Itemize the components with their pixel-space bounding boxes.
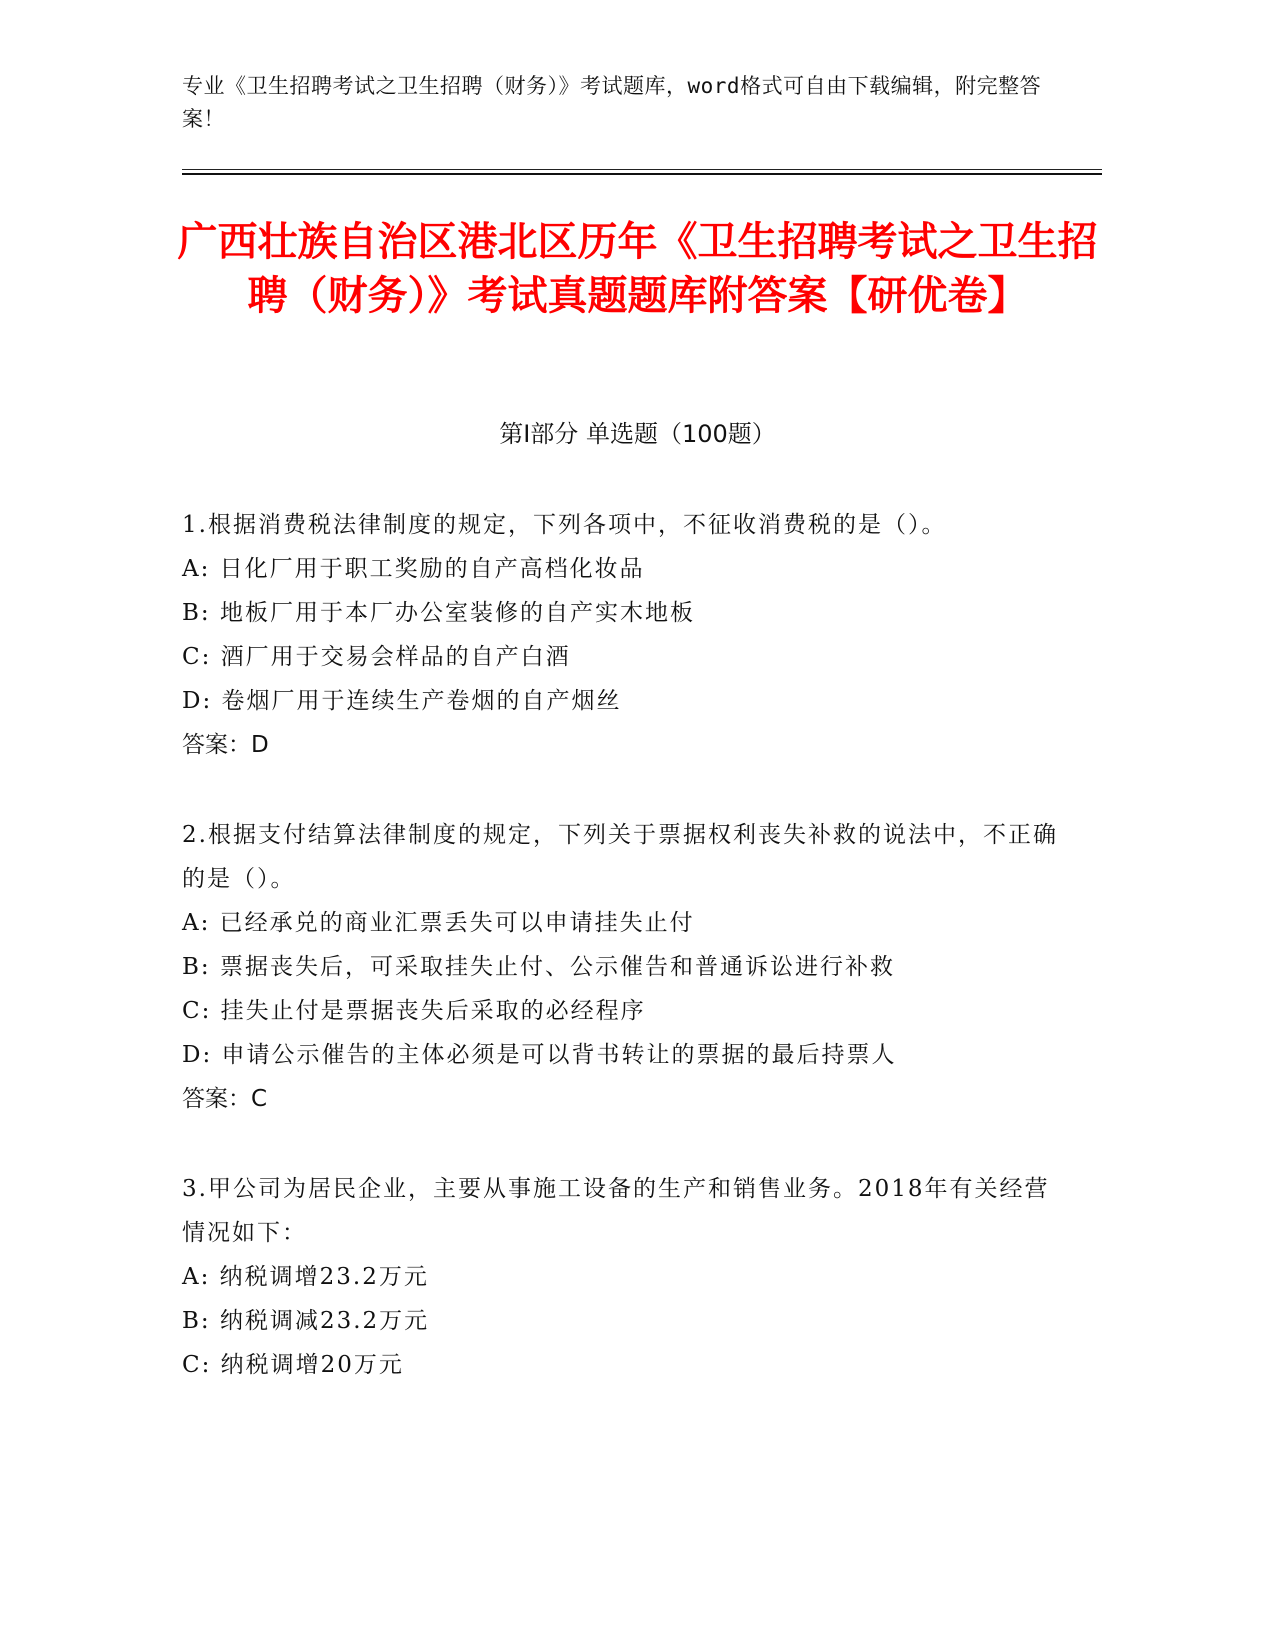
option-b: B: 地板厂用于本厂办公室装修的自产实木地板 xyxy=(182,600,695,626)
option-a: A: 已经承兑的商业汇票丢失可以申请挂失止付 xyxy=(182,910,695,936)
option-a: A: 日化厂用于职工奖励的自产高档化妆品 xyxy=(182,556,645,582)
question-item xyxy=(182,503,1062,767)
question-stem: 1.根据消费税法律制度的规定，下列各项中，不征收消费税的是（）。 xyxy=(182,512,947,538)
option-d: D: 卷烟厂用于连续生产卷烟的自产烟丝 xyxy=(182,688,622,714)
question-stem: 3.甲公司为居民企业，主要从事施工设备的生产和销售业务。2018年有关经营情况如下： xyxy=(182,1176,1050,1246)
question-answer: 答案：D xyxy=(182,732,269,758)
option-c: C: 挂失止付是票据丧失后采取的必经程序 xyxy=(182,998,646,1024)
question-item xyxy=(182,1167,1062,1387)
question-item xyxy=(182,813,1062,1121)
header-note: 专业《卫生招聘考试之卫生招聘（财务）》考试题库，word格式可自由下载编辑，附完整答案！ xyxy=(182,74,1042,131)
question-list xyxy=(182,503,1062,1433)
section-heading: 第Ⅰ部分 单选题（100题） xyxy=(499,420,776,448)
header-divider-thin xyxy=(182,169,1102,170)
document-title: 广西壮族自治区港北区历年《卫生招聘考试之卫生招聘（财务）》考试真题题库附答案【研优卷】 xyxy=(177,219,1098,319)
header-divider-thick xyxy=(182,173,1102,175)
option-b: B: 纳税调减23.2万元 xyxy=(182,1308,430,1334)
option-b: B: 票据丧失后，可采取挂失止付、公示催告和普通诉讼进行补救 xyxy=(182,954,895,980)
option-a: A: 纳税调增23.2万元 xyxy=(182,1264,429,1290)
option-d: D: 申请公示催告的主体必须是可以背书转让的票据的最后持票人 xyxy=(182,1042,897,1068)
option-c: C: 纳税调增20万元 xyxy=(182,1352,404,1378)
option-c: C: 酒厂用于交易会样品的自产白酒 xyxy=(182,644,571,670)
question-answer: 答案：C xyxy=(182,1086,268,1112)
question-stem: 2.根据支付结算法律制度的规定，下列关于票据权利丧失补救的说法中，不正确的是（）。 xyxy=(182,822,1058,892)
